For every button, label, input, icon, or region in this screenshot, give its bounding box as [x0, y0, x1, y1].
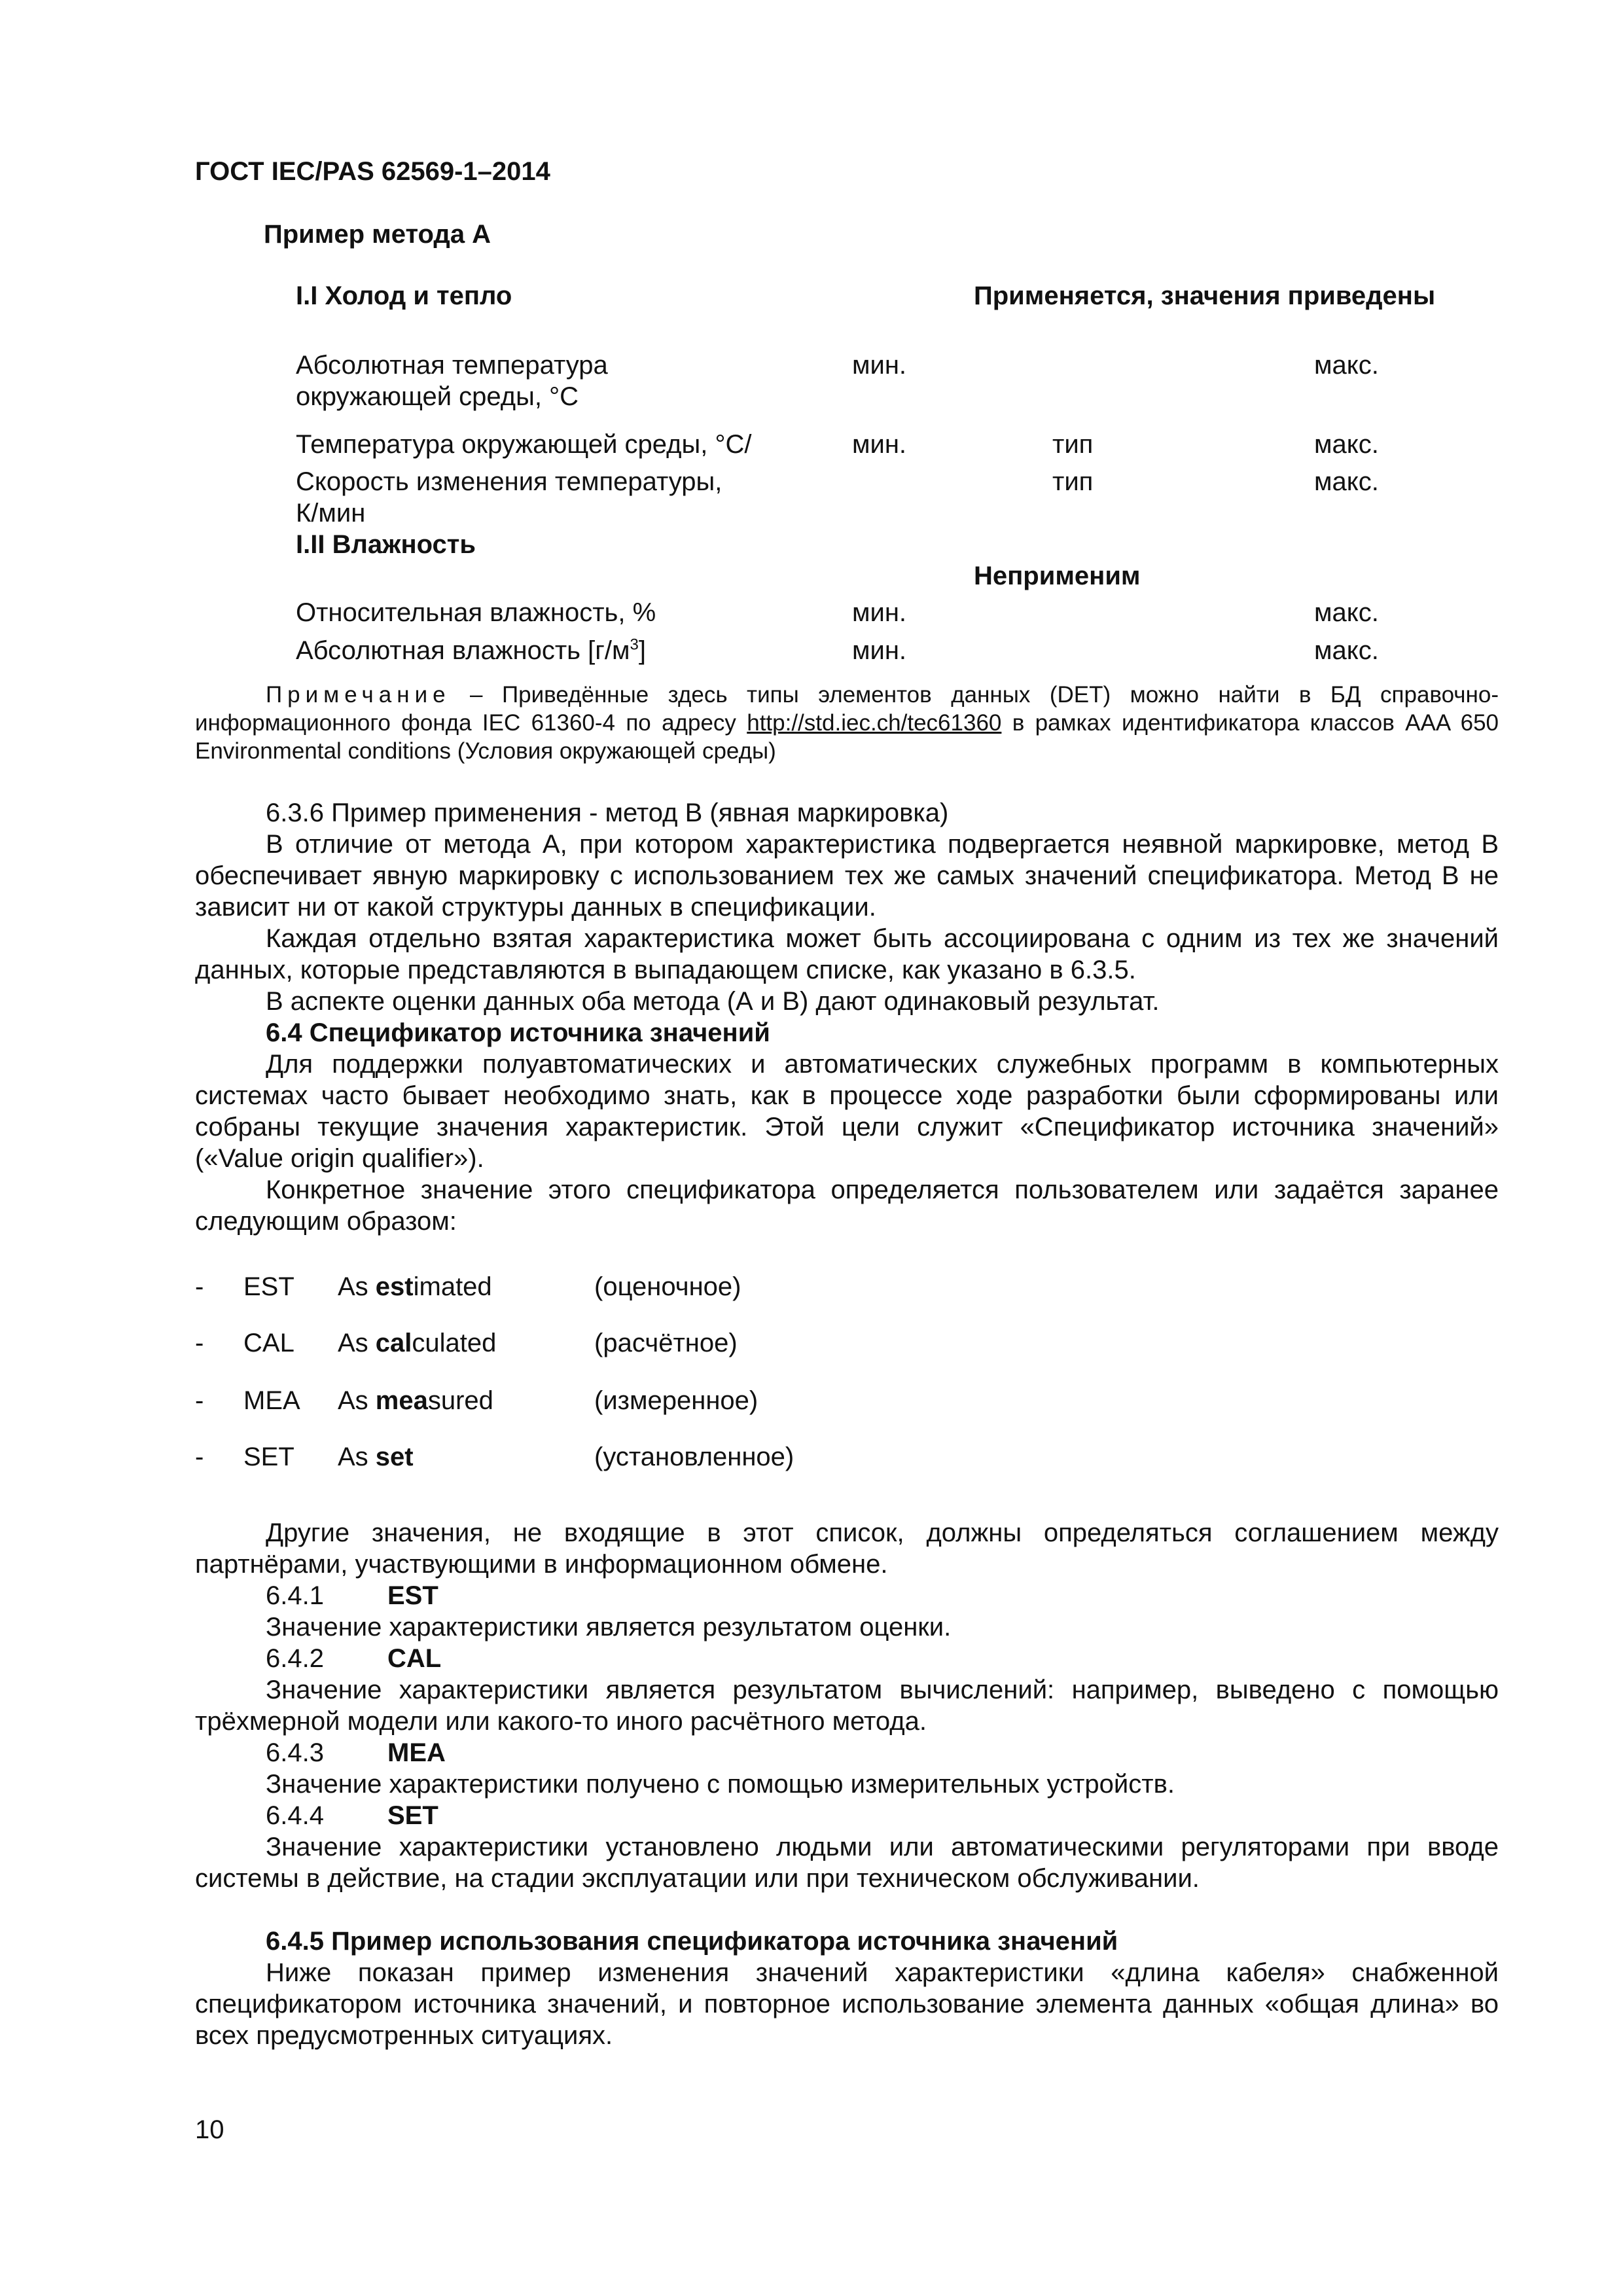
typ-label: тип [1052, 467, 1094, 496]
max-label: макс. [1314, 598, 1379, 627]
row-label: Абсолютная температура [296, 351, 608, 380]
subsection-code: MEA [387, 1738, 446, 1767]
document-page: ГОСТ IEC/PAS 62569-1–2014 Пример метода А I.I Холод и тепло Применяется, значения приведены Абсолютная температура окружающей среды, °С мин. макс. Температура окружающей среды, °С/ мин. тип макс. Скорость изменения температуры, К/мин тип макс. I.II Влажность Неприменим Относительная влажность, % мин. макс. Абсолютная влажность $[г/м^3]$ мин. макс. Примечание – Приведённые здесь типы элементов данных (DET) можно найти в БД справочно-информационного фонда IEC 61360-4 по адресу http://std.iec.ch/tec61360 в рамках идентификатора классов AAA 650 Environmental conditions (Условия окружающей среды) 6.3.6 Пример применения - метод В (явная маркировка) В отличие от метода А, при котором характеристика подвергается неявной маркировке, метод В обеспечивает явную маркировку с использованием тех же самых значений спецификатора. Метод В не зависит ни от какой структуры данных в спецификации. Каждая отдельно взятая характеристика может быть ассоциирована с одним из тех же значений данных, которые представляются в выпадающем списке, как указано в 6.3.5. В аспекте оценки данных оба метода (А и В) дают одинаковый результат. 6.4 Спецификатор источника значений Для поддержки полуавтоматических и автоматических служебных программ в компьютерных системах часто бывает необходимо знать, как в процессе ходе разработки были сформированы или собраны текущие значения характеристик. Этой цели служит «Спецификатор источника значений» («Value origin qualifier»). Конкретное значение этого спецификатора определяется пользователем или задаётся заранее следующим образом: - EST As estimated (оценочное) - CAL As calculated (расчётное) - MEA As measured (измеренное) - SET As set (установленное) Другие значения, не входящие в этот список, должны определяться соглашением между партнёрами, участвующими в информационном обмене. 6.4.1 EST Значение характеристики является результатом оценки. 6.4.2 CAL Значение характеристики является результатом вычислений: например, выведено с помощью трёхмерной модели или какого-то иного расчётного метода. 6.4.3 MEA Значение характеристики получено с помощью измерительных устройств. 6.4.4 SET Значение характеристики установлено людьми или автоматическими регуляторами при вводе системы в действие, на стадии эксплуатации или при техническом обслуживании. 6.4.5 Пример использования спецификатора источника значений Ниже показан пример изменения значений характеристики «длина кабеля» снабженной спецификатором источника значений, и повторное использование элемента данных «общая длина» во всех предусмотренных ситуациях. 10 [0, 0, 1623, 2296]
subsection-code: CAL [387, 1644, 442, 1673]
note-prefix: Примечание [266, 682, 451, 708]
note-paragraph: Примечание – Приведённые здесь типы элементов данных (DET) можно найти в БД справочно-информационного фонда IEC 61360-4 по адресу http://std.iec.ch/tec61360 в рамках идентификатора классов AAA 650 Environmental conditions (Условия окружающей среды) [195, 682, 1499, 764]
group1-title: I.I Холод и тепло [296, 281, 512, 310]
max-label: макс. [1314, 351, 1379, 380]
subsection-number: 6.4.4 [266, 1801, 324, 1830]
max-label: макс. [1314, 430, 1379, 459]
row-label-cont: К/мин [296, 499, 366, 528]
section-636-p2: Каждая отдельно взятая характеристика может быть ассоциирована с одним из тех же значений данных, которые представляются в выпадающем списке, как указано в 6.3.5. [195, 924, 1499, 984]
min-label: мин. [852, 636, 907, 665]
section-636-heading: 6.3.6 Пример применения - метод В (явная маркировка) [266, 798, 949, 827]
row-label: Абсолютная влажность $[г/м^3]$ [296, 636, 646, 665]
section-636-p1: В отличие от метода А, при котором характеристика подвергается неявной маркировке, метод В обеспечивает явную маркировку с использованием тех же самых значений спецификатора. Метод В не зависит ни от какой структуры данных в спецификации. [195, 830, 1499, 922]
section-645-p1: Ниже показан пример изменения значений характеристики «длина кабеля» снабженной спецификатором источника значений, и повторное использование элемента данных «общая длина» во всех предусмотренных ситуациях. [195, 1958, 1499, 2050]
section-645-heading: 6.4.5 Пример использования спецификатора источника значений [266, 1927, 1118, 1956]
min-label: мин. [852, 430, 907, 459]
subsection-text: Значение характеристики установлено людьми или автоматическими регуляторами при вводе системы в действие, на стадии эксплуатации или при техническом обслуживании. [195, 1833, 1499, 1893]
page-number: 10 [195, 2115, 224, 2144]
row-label: Температура окружающей среды, °С/ [296, 430, 752, 459]
row-label: Скорость изменения температуры, [296, 467, 722, 496]
subsection-code: EST [387, 1581, 438, 1610]
section-64-p2: Конкретное значение этого спецификатора определяется пользователем или задаётся заранее следующим образом: [195, 1175, 1499, 1236]
note-link[interactable]: http://std.iec.ch/tec61360 [747, 710, 1002, 736]
group2-status: Неприменим [974, 562, 1141, 590]
section-64-heading: 6.4 Спецификатор источника значений [266, 1018, 770, 1047]
max-label: макс. [1314, 636, 1379, 665]
subsection-text: Значение характеристики является результатом оценки. [266, 1613, 952, 1641]
document-code: ГОСТ IEC/PAS 62569-1–2014 [195, 157, 550, 186]
subsection-text: Значение характеристики получено с помощью измерительных устройств. [266, 1770, 1175, 1799]
typ-label: тип [1052, 430, 1094, 459]
subsection-text: Значение характеристики является результатом вычислений: например, выведено с помощью трёхмерной модели или какого-то иного расчётного метода. [195, 1676, 1499, 1736]
subsection-number: 6.4.1 [266, 1581, 324, 1610]
min-label: мин. [852, 598, 907, 627]
after-list-paragraph: Другие значения, не входящие в этот список, должны определяться соглашением между партнёрами, участвующими в информационном обмене. [195, 1518, 1499, 1579]
example-a-title: Пример метода А [264, 220, 491, 249]
row-label-cont: окружающей среды, °С [296, 382, 579, 411]
min-label: мин. [852, 351, 907, 380]
group1-status: Применяется, значения приведены [974, 281, 1436, 310]
subsection-code: SET [387, 1801, 438, 1830]
row-label: Относительная влажность, % [296, 598, 656, 627]
group2-title: I.II Влажность [296, 530, 476, 559]
max-label: макс. [1314, 467, 1379, 496]
section-636-p3: В аспекте оценки данных оба метода (А и В) дают одинаковый результат. [266, 987, 1160, 1016]
subsection-number: 6.4.2 [266, 1644, 324, 1673]
section-64-p1: Для поддержки полуавтоматических и автоматических служебных программ в компьютерных системах часто бывает необходимо знать, как в процессе ходе разработки были сформированы или собраны текущие значения характеристик. Этой цели служит «Спецификатор источника значений» («Value origin qualifier»). [195, 1050, 1499, 1173]
subsection-number: 6.4.3 [266, 1738, 324, 1767]
